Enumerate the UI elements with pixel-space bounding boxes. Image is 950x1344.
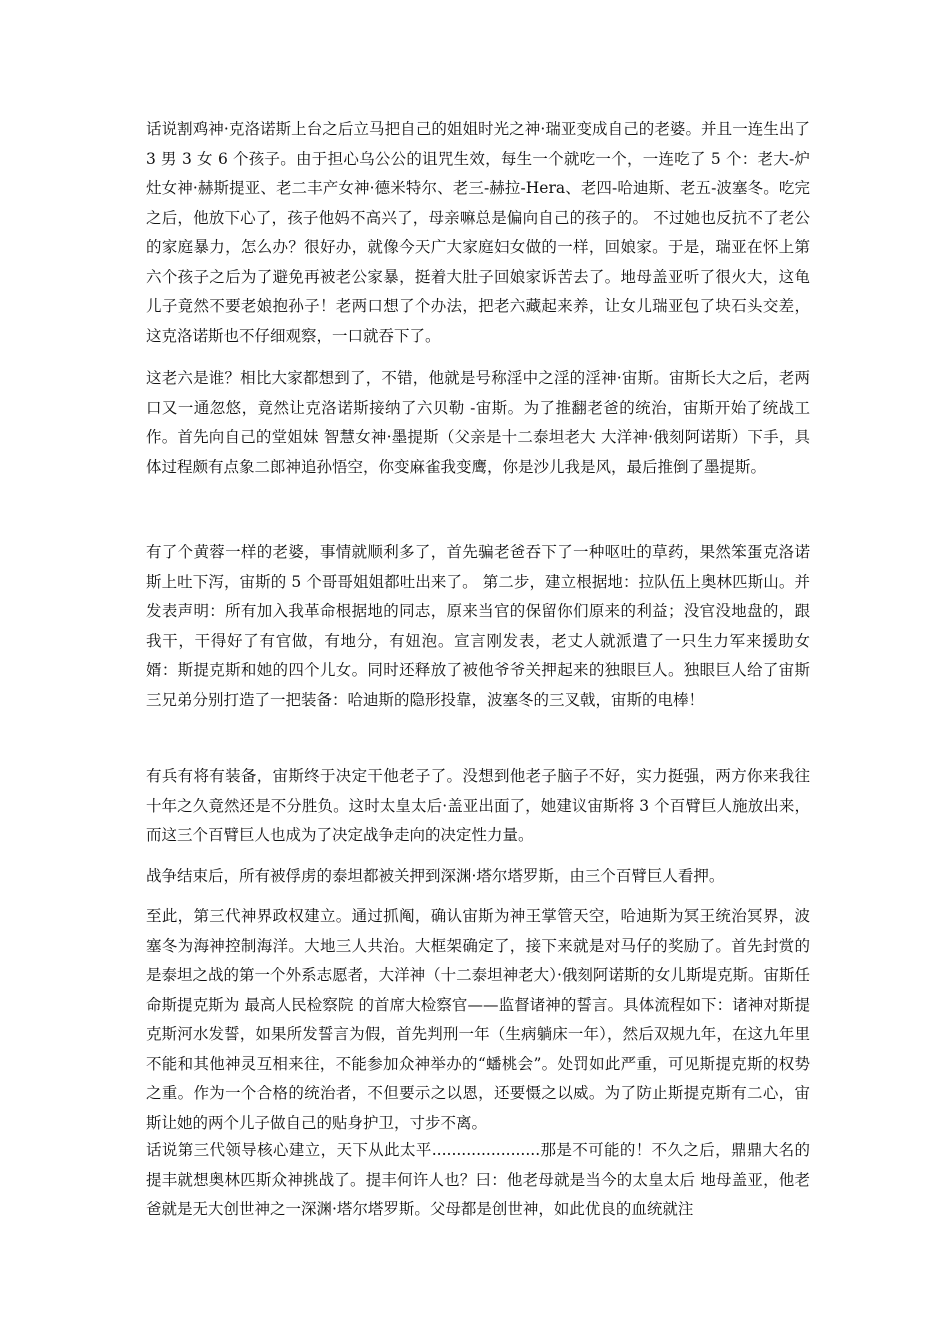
paragraph-2: 这老六是谁？相比大家都想到了，不错，他就是号称淫中之淫的淫神·宙斯。宙斯长大之后，老两口又一通忽悠，竟然让克洛诺斯接纳了六贝勒 -宙斯。为了推翻老爸的统治，宙斯开始了统战工作。首先向自己的堂姐妹 智慧女神·墨提斯（父亲是十二泰坦老大 大洋神·俄刻阿诺斯）下手，具体过程颇有点象二郎神追孙悟空，你变麻雀我变鹰，你是沙儿我是风，最后推倒了墨提斯。 [146, 369, 810, 476]
paragraph-1: 话说割鸡神·克洛诺斯上台之后立马把自己的姐姐时光之神·瑞亚变成自己的老婆。并且一连生出了 3 男 3 女 6 个孩子。由于担心乌公公的诅咒生效，每生一个就吃一个，一连吃了 5 个：老大-炉灶女神·赫斯提亚、老二丰产女神·德米特尔、老三-赫拉-Hera、老四-哈迪斯、老五-波塞冬。吃完之后，他放下心了，孩子他妈不高兴了，母亲嘛总是偏向自己的孩子的。 不过她也反抗不了老公的家庭暴力，怎么办？很好办，就像今天广大家庭妇女做的一样，回娘家。于是，瑞亚在怀上第六个孩子之后为了避免再被老公家暴，挺着大肚子回娘家诉苦去了。地母盖亚听了很火大，这龟儿子竟然不要老娘抱孙子！老两口想了个办法，把老六藏起来养，让女儿瑞亚包了块石头交差，这克洛诺斯也不仔细观察，一口就吞下了。 [146, 120, 810, 345]
paragraph-3: 有了个黄蓉一样的老婆，事情就顺利多了，首先骗老爸吞下了一种呕吐的草药，果然笨蛋克洛诺斯上吐下泻，宙斯的 5 个哥哥姐姐都吐出来了。 第二步，建立根据地：拉队伍上奥林匹斯山。并发表声明：所有加入我革命根据地的同志，原来当官的保留你们原来的利益；没官没地盘的，跟我干，干得好了有官做，有地分，有妞泡。宣言刚发表，老丈人就派遣了一只生力军来援助女婿：斯提克斯和她的四个儿女。同时还释放了被他爷爷关押起来的独眼巨人。独眼巨人给了宙斯三兄弟分别打造了一把装备：哈迪斯的隐形投靠，波塞冬的三叉戟，宙斯的电棒！ [146, 543, 810, 709]
paragraph-6: 至此，第三代神界政权建立。通过抓阄，确认宙斯为神王掌管天空，哈迪斯为冥王统治冥界，波塞冬为海神控制海洋。大地三人共治。大框架确定了，接下来就是对马仔的奖励了。首先封赏的是泰坦之战的第一个外系志愿者，大洋神（十二泰坦神老大）·俄刻阿诺斯的女儿斯堤克斯。宙斯任命斯提克斯为 最高人民检察院 的首席大检察官——监督诸神的誓言。具体流程如下：诸神对斯提克斯河水发誓，如果所发誓言为假，首先判刑一年（生病躺床一年），然后双规九年，在这九年里不能和其他神灵互相来往，不能参加众神举办的“蟠桃会”。处罚如此严重，可见斯提克斯的权势之重。作为一个合格的统治者，不但要示之以恩，还要慑之以威。为了防止斯提克斯有二心，宙斯让她的两个儿子做自己的贴身护卫，寸步不离。 [146, 907, 810, 1132]
paragraph-4: 有兵有将有装备，宙斯终于决定干他老子了。没想到他老子脑子不好，实力挺强，两方你来我往十年之久竟然还是不分胜负。这时太皇太后·盖亚出面了，她建议宙斯将 3 个百臂巨人施放出来，而这三个百臂巨人也成为了决定战争走向的决定性力量。 [146, 767, 810, 844]
paragraph-7: 话说第三代领导核心建立，天下从此太平......................那是不可能的！不久之后，鼎鼎大名的提丰就想奥林匹斯众神挑战了。提丰何许人也？曰：他老母就是当今的太皇太后 地母盖亚，他老爸就是无大创世神之一深渊·塔尔塔罗斯。父母都是创世神，如此优良的血统就注 [146, 1141, 810, 1218]
paragraph-5: 战争结束后，所有被俘虏的泰坦都被关押到深渊·塔尔塔罗斯，由三个百臂巨人看押。 [146, 867, 725, 885]
